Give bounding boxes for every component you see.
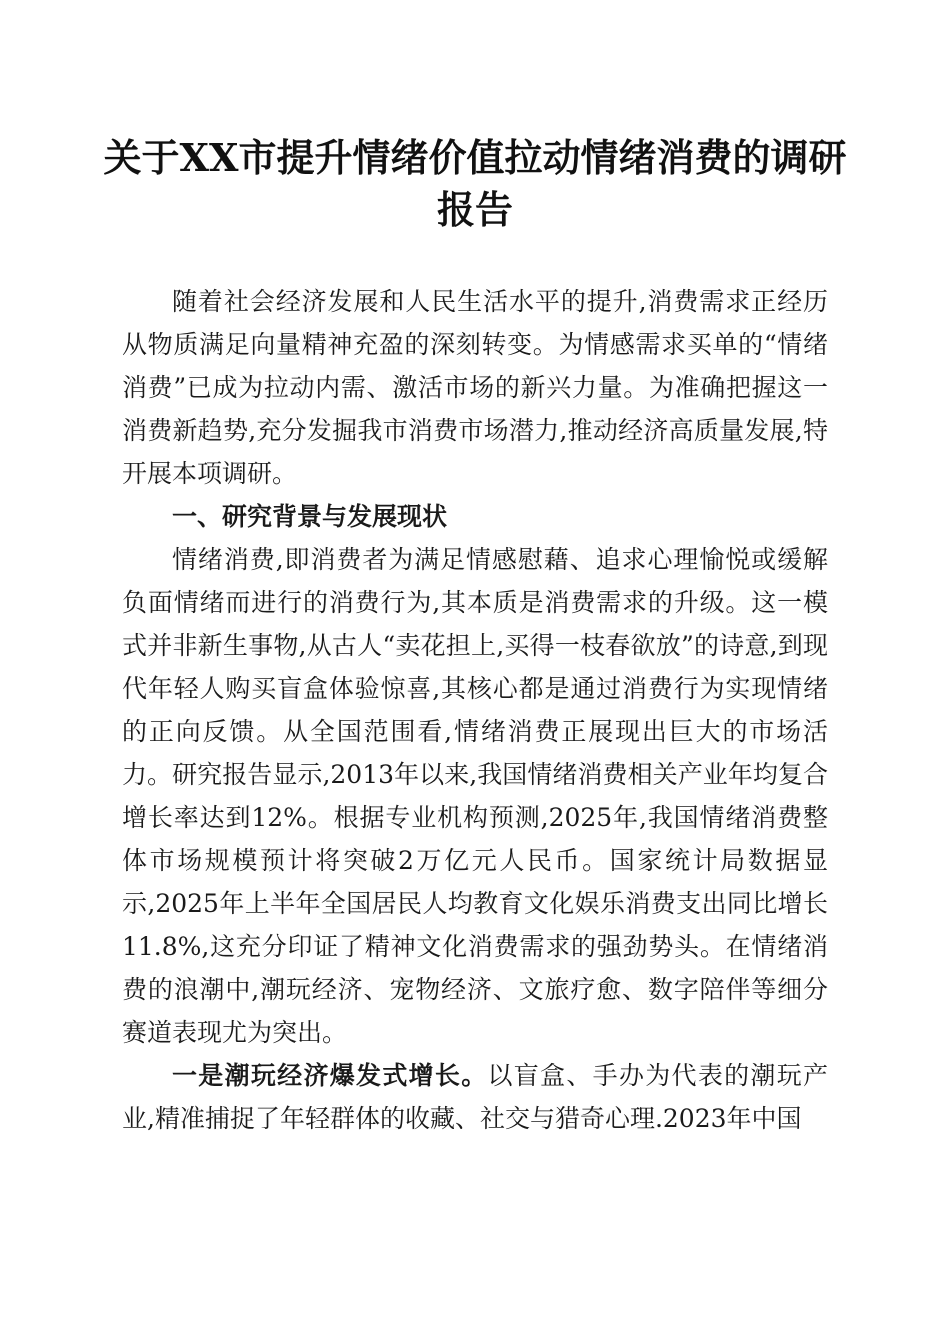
document-body <box>122 280 828 1140</box>
title-line-2: 报告 <box>436 187 513 232</box>
background-paragraph: 情绪消费,即消费者为满足情感慰藉、追求心理愉悦或缓解负面情绪而进行的消费行为,其本质是消费需求的升级。这一模式并非新生事物,从古人“卖花担上,买得一枝春欲放”的诗意,到现代年轻人购买盲盒体验惊喜,其核心都是通过消费行为实现情绪的正向反馈。从全国范围看,情绪消费正展现出巨大的市场活力。研究报告显示,2013年以来,我国情绪消费相关产业年均复合增长率达到12%。根据专业机构预测,2025年,我国情绪消费整体市场规模预计将突破2万亿元人民币。国家统计局数据显示,2025年上半年全国居民人均教育文化娱乐消费支出同比增长11.8%,这充分印证了精神文化消费需求的强劲势头。在情绪消费的浪潮中,潮玩经济、宠物经济、文旅疗愈、数字陪伴等细分赛道表现尤为突出。 <box>122 545 828 1047</box>
section-heading: 一、研究背景与发展现状 <box>172 502 448 531</box>
document-title <box>100 132 850 236</box>
paragraph-body-text: 以盲盒、手办为代表的潮玩产业,精准捕捉了年轻群体的收藏、社交与猎奇心理.2023年中国 <box>122 1061 828 1133</box>
intro-paragraph: 随着社会经济发展和人民生活水平的提升,消费需求正经历从物质满足向量精神充盈的深刻转变。为情感需求买单的“情绪消费”已成为拉动内需、激活市场的新兴力量。为准确把握这一消费新趋势,充分发掘我市消费市场潜力,推动经济高质量发展,特开展本项调研。 <box>122 287 828 488</box>
title-line-1: 关于XX市提升情绪价值拉动情绪消费的调研 <box>103 135 847 180</box>
paragraph-lead-text: 一是潮玩经济爆发式增长。 <box>172 1061 488 1090</box>
trend-toy-paragraph <box>122 1054 828 1140</box>
